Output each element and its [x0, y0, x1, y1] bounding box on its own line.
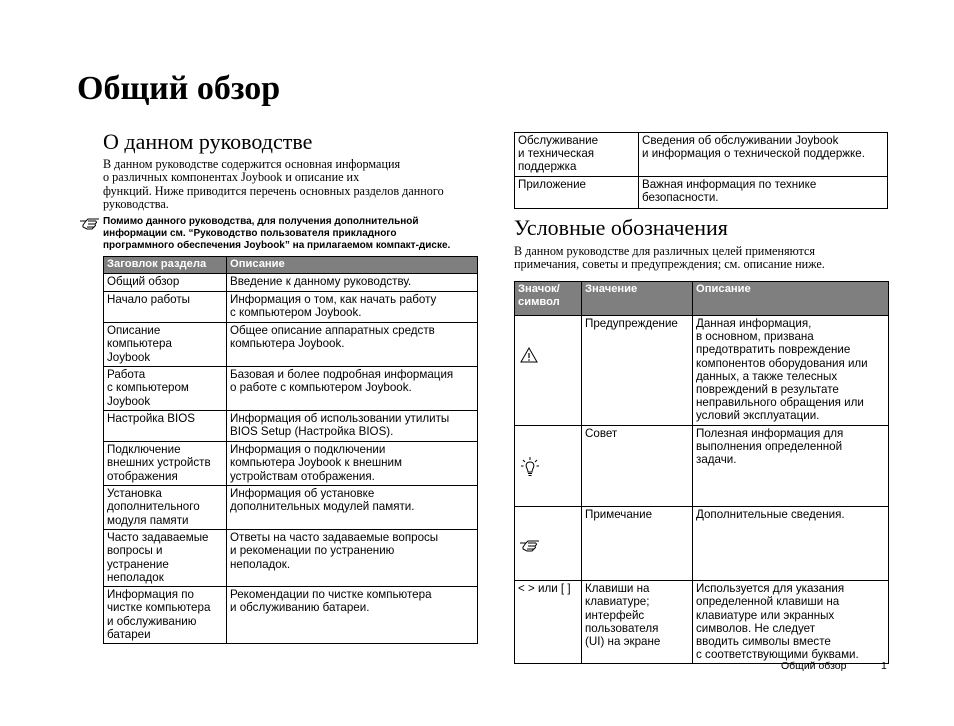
conventions-table: [514, 281, 889, 664]
table-row: [515, 507, 889, 581]
conventions-paragraph: В данном руководстве для различных целей применяются примечания, советы и предупреждения; см. описание ниже.: [514, 244, 825, 272]
table-cell: Дополнительные сведения.: [693, 507, 889, 581]
about-heading: О данном руководстве: [103, 129, 313, 154]
table-row: [515, 581, 889, 664]
table-cell: Рекомендации по чистке компьютера и обслуживанию батареи.: [227, 587, 478, 644]
column-header: Описание: [693, 282, 889, 316]
table-cell: Установка дополнительного модуля памяти: [104, 486, 227, 530]
table-cell: Информация о том, как начать работу с компьютером Joybook.: [227, 292, 478, 323]
footer-section-title: Общий обзор: [781, 660, 847, 672]
table-cell: Часто задаваемые вопросы и устранение неполадок: [104, 530, 227, 587]
page-title: Общий обзор: [77, 70, 281, 107]
table-row: [515, 425, 889, 507]
table-cell: Общее описание аппаратных средств компьютера Joybook.: [227, 323, 478, 367]
table-row: [515, 133, 888, 177]
tip-lightbulb-icon: [520, 456, 579, 478]
table-cell: Сведения об обслуживании Joybook и информация о технической поддержке.: [639, 133, 888, 177]
table-cell: Информация об использовании утилиты BIOS Setup (Настройка BIOS).: [227, 411, 478, 442]
table-cell: Полезная информация для выполнения определенной задачи.: [693, 425, 889, 507]
table-row: [104, 587, 478, 644]
table-cell: Важная информация по технике безопасности.: [639, 177, 888, 209]
table-cell: Обслуживание и техническая поддержка: [515, 133, 639, 177]
table-cell: Настройка BIOS: [104, 411, 227, 442]
note-text: Помимо данного руководства, для получения дополнительной информации см. “Руководство пользователя прикладного программного обеспечения Joybook” на прилагаемом компакт-диске.: [103, 216, 451, 251]
note-hand-icon: [79, 216, 101, 230]
table-row: [104, 367, 478, 411]
column-header: Описание: [227, 257, 478, 274]
table-row: [104, 274, 478, 292]
icon-cell: [515, 507, 582, 581]
table-cell: < > или [ ]: [515, 581, 582, 664]
sections-table: [103, 256, 478, 644]
table-cell: Начало работы: [104, 292, 227, 323]
table-cell: Информация об установке дополнительных модулей памяти.: [227, 486, 478, 530]
column-header: Значок/ символ: [515, 282, 582, 316]
table-row: [104, 530, 478, 587]
table-cell: Общий обзор: [104, 274, 227, 292]
column-header: Заговлок раздела: [104, 257, 227, 274]
sections-table-continued: [514, 132, 888, 209]
conventions-heading: Условные обозначения: [514, 215, 728, 240]
table-cell: Информация о подключении компьютера Joybook к внешним устройствам отображения.: [227, 442, 478, 486]
table-header-row: [515, 282, 889, 316]
table-cell: Клавиши на клавиатуре; интерфейс пользователя (UI) на экране: [582, 581, 693, 664]
table-cell: Описание компьютера Joybook: [104, 323, 227, 367]
table-cell: Подключение внешних устройств отображения: [104, 442, 227, 486]
icon-cell: [515, 425, 582, 507]
table-cell: Используется для указания определенной клавиши на клавиатуре или экранных символов. Не следует вводить символы вместе с соответствующими буквами.: [693, 581, 889, 664]
table-row: [515, 177, 888, 209]
table-cell: Данная информация, в основном, призвана предотвратить повреждение компонентов оборудования или данных, а также телесных повреждений в результате неправильного обращения или условий эксплуатации.: [693, 316, 889, 426]
table-header-row: [104, 257, 478, 274]
table-cell: Совет: [582, 425, 693, 507]
table-cell: Предупреждение: [582, 316, 693, 426]
note-hand-icon: [519, 538, 579, 552]
table-cell: Работа с компьютером Joybook: [104, 367, 227, 411]
table-cell: Введение к данному руководству.: [227, 274, 478, 292]
table-cell: Информация по чистке компьютера и обслуживанию батареи: [104, 587, 227, 644]
column-header: Значение: [582, 282, 693, 316]
table-cell: Примечание: [582, 507, 693, 581]
about-paragraph: В данном руководстве содержится основная информация о различных компонентах Joybook и описание их функций. Ниже приводится перечень основных разделов данного руководства.: [103, 157, 444, 211]
page-number: 1: [881, 660, 887, 672]
table-row: [104, 411, 478, 442]
table-row: [104, 323, 478, 367]
table-row: [104, 486, 478, 530]
table-cell: Приложение: [515, 177, 639, 209]
table-cell: Базовая и более подробная информация о работе с компьютером Joybook.: [227, 367, 478, 411]
warning-icon: [520, 347, 579, 363]
table-cell: Ответы на часто задаваемые вопросы и рекоменации по устранению неполадок.: [227, 530, 478, 587]
table-row: [104, 292, 478, 323]
table-row: [515, 316, 889, 426]
table-row: [104, 442, 478, 486]
icon-cell: [515, 316, 582, 426]
